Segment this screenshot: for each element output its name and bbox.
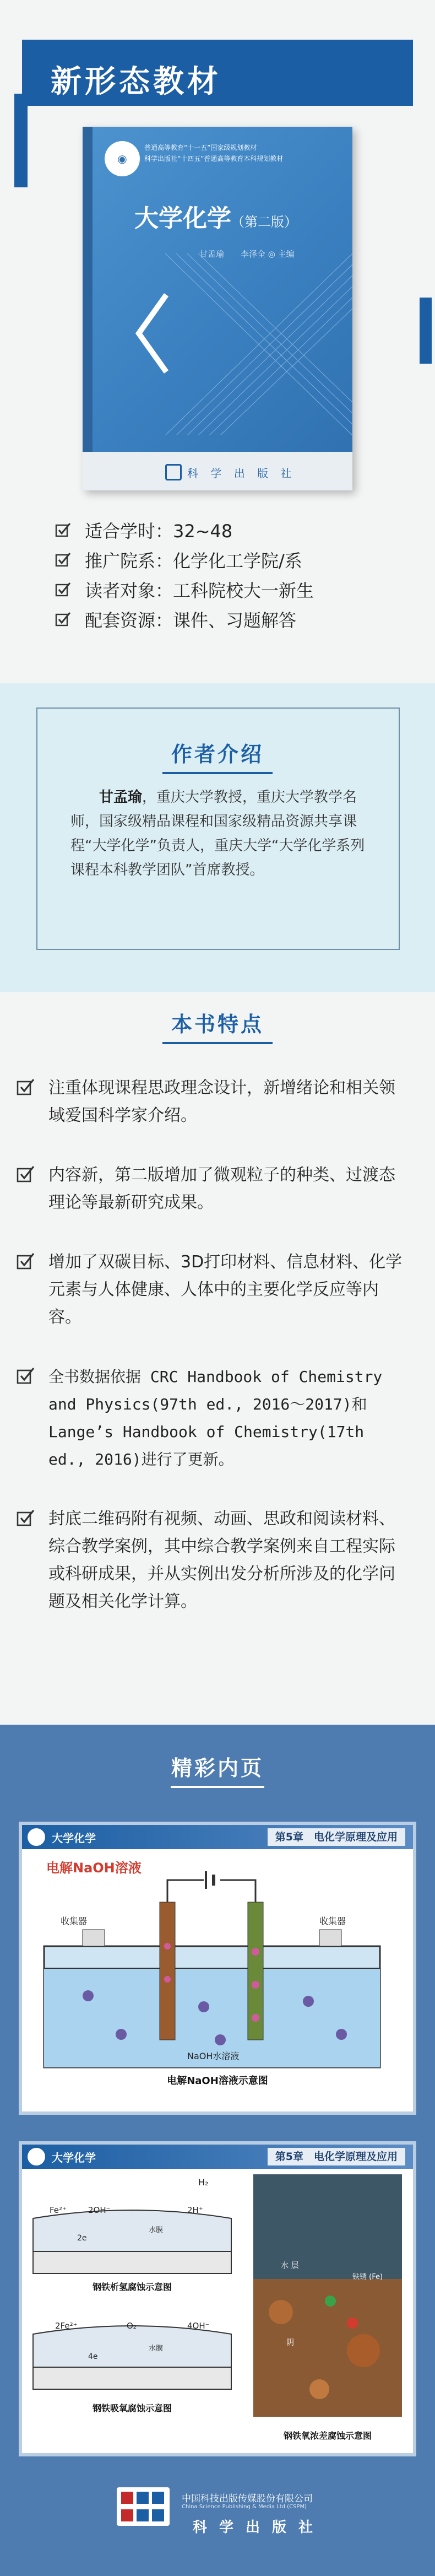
author-bio bbox=[70, 785, 368, 882]
sample-slide-corrosion bbox=[22, 2145, 413, 2453]
oh-label: 2OH⁻ bbox=[88, 2205, 111, 2215]
heading-underline bbox=[162, 1042, 273, 1044]
collector-right-label: 收集器 bbox=[319, 1916, 346, 1926]
bubble bbox=[164, 1976, 171, 1983]
author-heading-wrap bbox=[0, 737, 435, 774]
checkbox-checked-icon bbox=[17, 1252, 35, 1271]
publisher-chinese: 中国科技出版传媒股份有限公司 bbox=[182, 2493, 313, 2504]
collector-left bbox=[83, 1930, 105, 1946]
feature-item bbox=[17, 1162, 418, 1217]
o2-label: O₂ bbox=[127, 2321, 137, 2331]
fe-label: Fe²⁺ bbox=[50, 2205, 67, 2215]
publisher-logo bbox=[165, 464, 182, 480]
heading-underline bbox=[162, 772, 273, 774]
feature-text: 内容新，第二版增加了微观粒子的种类、过渡态理论等最新研究成果。 bbox=[48, 1165, 395, 1212]
slide-brand: 大学化学 bbox=[52, 1831, 96, 1845]
course-info bbox=[55, 515, 314, 634]
oh4-label: 4OH⁻ bbox=[187, 2321, 210, 2331]
features-list bbox=[17, 1074, 418, 1648]
slide-header bbox=[22, 2145, 413, 2169]
publisher-emblem-icon bbox=[116, 2485, 171, 2528]
ion bbox=[198, 2001, 209, 2012]
checkbox-checked-icon bbox=[17, 1367, 35, 1385]
inner-heading-wrap bbox=[0, 1751, 435, 1788]
author-section bbox=[0, 683, 435, 992]
publisher-english: China Science Publishing & Media Ltd.(CSPM) bbox=[182, 2504, 307, 2510]
rust-spot bbox=[309, 2379, 329, 2399]
book-edition: （第二版） bbox=[231, 214, 297, 230]
book-title-main: 大学化学 bbox=[134, 204, 231, 233]
slide-brand: 大学化学 bbox=[52, 2151, 96, 2164]
info-label: 读者对象：工科院校大一新生 bbox=[85, 580, 314, 601]
water-film-bottom bbox=[33, 2326, 231, 2367]
h-label: 2H⁺ bbox=[187, 2205, 203, 2215]
anode-label: 阴 bbox=[286, 2339, 294, 2347]
water-film-top bbox=[33, 2210, 231, 2251]
bubble bbox=[252, 1948, 259, 1956]
ion bbox=[303, 1996, 314, 2007]
bubble bbox=[252, 1981, 259, 1989]
caption-concentration: 钢铁氧浓差腐蚀示意图 bbox=[283, 2431, 372, 2441]
book-authors: 甘孟瑜 李泽全 ◎ 主编 bbox=[199, 249, 295, 259]
corrosion-diagrams bbox=[22, 2169, 413, 2453]
rust-spot bbox=[347, 2334, 380, 2367]
book-series-logo: ◉ bbox=[105, 141, 140, 176]
author-bio-text: ，重庆大学教授，重庆大学教学名师，国家级精品课程和国家级精品资源共享课程“大学化学”负责人，重庆大学“大学化学系列课程本科教学团队”首席教授。 bbox=[70, 789, 365, 878]
steel-block-bottom bbox=[33, 2367, 231, 2389]
info-row bbox=[55, 575, 314, 604]
collector-left-label: 收集器 bbox=[61, 1916, 88, 1926]
book-series-line: 普通高等教育“十一五”国家级规划教材 bbox=[144, 144, 257, 152]
collector-right bbox=[319, 1930, 341, 1946]
decor-bar-left bbox=[14, 94, 28, 187]
book-cover bbox=[83, 127, 352, 490]
features-heading: 本书特点 bbox=[171, 1012, 264, 1036]
checkbox-checked-icon bbox=[55, 522, 72, 538]
book-spine bbox=[83, 127, 93, 490]
water-label: 水 层 bbox=[281, 2261, 299, 2270]
wire-left bbox=[167, 1880, 204, 1902]
slide-header bbox=[22, 1825, 413, 1849]
slide-chapter: 第5章 电化学原理及应用 bbox=[268, 2148, 405, 2165]
inner-heading: 精彩内页 bbox=[171, 1756, 264, 1780]
solution-label: NaOH水溶液 bbox=[187, 2051, 240, 2061]
electrolysis-diagram bbox=[22, 1869, 413, 2089]
book-series-text bbox=[144, 142, 331, 164]
page-title: 新形态教材 bbox=[51, 63, 221, 100]
layer1-label: 水膜 bbox=[149, 2226, 164, 2234]
info-label: 推广院系：化学化工学院/系 bbox=[85, 550, 302, 571]
info-row bbox=[55, 515, 314, 545]
feature-text: 增加了双碳目标、3D打印材料、信息材料、化学元素与人体健康、人体中的主要化学反应等内容。 bbox=[48, 1252, 403, 1327]
feature-text: 注重体现课程思政理念设计，新增绪论和相关领域爱国科学家介绍。 bbox=[48, 1078, 395, 1125]
features-section bbox=[0, 992, 435, 1725]
info-label: 适合学时：32~48 bbox=[85, 521, 233, 542]
book-publisher: 科 学 出 版 社 bbox=[187, 467, 296, 480]
ion bbox=[116, 2029, 127, 2040]
checkbox-checked-icon bbox=[55, 552, 72, 568]
info-label: 配套资源：课件、习题解答 bbox=[85, 610, 297, 631]
info-row bbox=[55, 545, 314, 575]
feature-item bbox=[17, 1363, 418, 1473]
author-heading: 作者介绍 bbox=[171, 742, 264, 766]
features-heading-wrap bbox=[0, 1007, 435, 1044]
book-title bbox=[134, 198, 297, 234]
rust-spot bbox=[269, 2300, 293, 2324]
feature-item bbox=[17, 1074, 418, 1130]
ion bbox=[83, 1990, 94, 2001]
book-cover-lines bbox=[165, 253, 352, 435]
checkbox-checked-icon bbox=[17, 1165, 35, 1184]
slide1-caption: 电解NaOH溶液示意图 bbox=[167, 2075, 268, 2087]
author-name: 甘孟瑜 bbox=[99, 789, 143, 806]
caption-hydrogen: 钢铁析氢腐蚀示意图 bbox=[92, 2282, 172, 2292]
bubble bbox=[164, 1943, 171, 1949]
steel-block-top bbox=[33, 2251, 231, 2273]
ion bbox=[215, 2034, 226, 2045]
e1-label: 2e bbox=[77, 2234, 87, 2243]
e2-label: 4e bbox=[88, 2352, 98, 2361]
checkbox-checked-icon bbox=[55, 611, 72, 628]
wire-right bbox=[220, 1880, 255, 1902]
info-row bbox=[55, 604, 314, 634]
ion bbox=[336, 2029, 347, 2040]
sample-slide-electrolysis bbox=[22, 1825, 413, 2111]
checkbox-checked-icon bbox=[17, 1078, 35, 1097]
checkbox-checked-icon bbox=[17, 1509, 35, 1527]
h2-label: H₂ bbox=[198, 2177, 209, 2188]
marker-dot bbox=[325, 2296, 336, 2307]
publisher-name: 科学出版社 bbox=[193, 2519, 325, 2536]
bubble bbox=[252, 2014, 259, 2022]
feature-text: 封底二维码附有视频、动画、思政和阅读材料、综合教学案例，其中综合教学案例来自工程实际或科研成果，并从实例出发分析所涉及的化学问题及相关化学计算。 bbox=[48, 1509, 395, 1611]
feature-item bbox=[17, 1505, 418, 1616]
marker-dot bbox=[347, 2318, 358, 2329]
layer2-label: 水膜 bbox=[149, 2345, 164, 2353]
decor-bar-right bbox=[420, 298, 432, 364]
inner-pages-section bbox=[0, 1725, 435, 2576]
caption-oxygen: 钢铁吸氧腐蚀示意图 bbox=[92, 2403, 172, 2413]
heading-underline bbox=[171, 1786, 264, 1788]
university-logo bbox=[26, 1827, 46, 1847]
rust-label: 铁锈 (Fe) bbox=[352, 2273, 383, 2281]
hero-section bbox=[0, 0, 435, 683]
electrode-left bbox=[160, 1902, 175, 2040]
slide-subtitle: 电解NaOH溶液 bbox=[46, 1860, 142, 1876]
university-logo bbox=[26, 2147, 46, 2167]
feature-text: 全书数据依据 CRC Handbook of Chemistry and Physics(97th ed., 2016～2017)和 Lange’s Handbook of Chemistry(17th ed., 2016)进行了更新。 bbox=[48, 1368, 383, 1468]
slide-chapter: 第5章 电化学原理及应用 bbox=[268, 1828, 405, 1846]
fe2-label: 2Fe²⁺ bbox=[55, 2321, 78, 2331]
checkbox-checked-icon bbox=[55, 581, 72, 598]
feature-item bbox=[17, 1249, 418, 1331]
book-series-line: 科学出版社“十四五”普通高等教育本科规划教材 bbox=[144, 155, 284, 163]
